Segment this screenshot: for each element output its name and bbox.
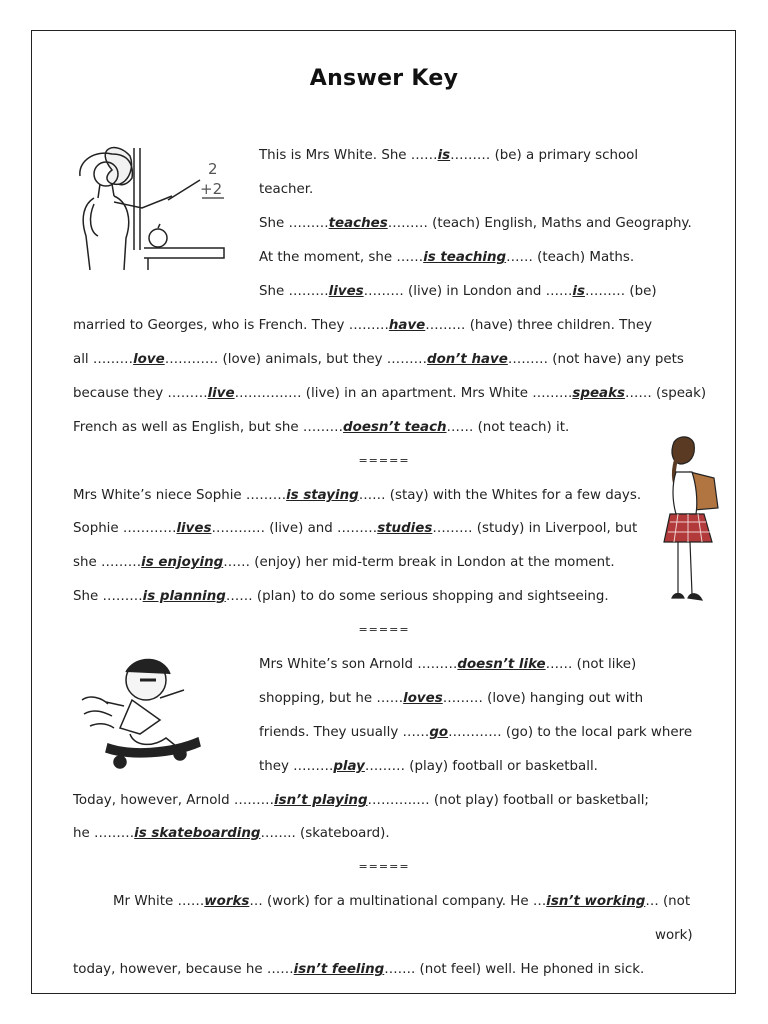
sentence-text: because they ………: [73, 386, 208, 401]
answer-word: have: [388, 318, 426, 333]
sentence-text: ……… (live) in London and ……: [363, 284, 573, 299]
sentence-text: Mrs White’s son Arnold ………: [259, 657, 458, 672]
sentence-text: they ………: [259, 759, 334, 774]
sentence-text: shopping, but he ……: [259, 691, 404, 706]
sentence-text: ………… (live) and ………: [211, 521, 378, 536]
sentence-text: … (not: [645, 894, 691, 909]
sentence-text: he ………: [73, 826, 135, 841]
answer-word: love: [133, 352, 165, 367]
answer-word: live: [207, 386, 235, 401]
text-line: [73, 792, 649, 810]
text-line: [113, 893, 690, 911]
sentence-text: ……… (play) football or basketball.: [364, 759, 598, 774]
answer-word: is staying: [286, 488, 359, 503]
text-line: [259, 147, 638, 165]
answer-word: isn’t playing: [274, 793, 368, 808]
text-line: [259, 758, 598, 776]
text-line: [73, 825, 390, 843]
skateboarder-illustration: [80, 650, 210, 776]
sentence-text: …… (teach) Maths.: [506, 250, 635, 265]
text-line: [73, 351, 684, 369]
sentence-text: ………… (love) animals, but they ………: [164, 352, 427, 367]
sentence-text: ……… (be) a primary school: [450, 148, 639, 163]
answer-word: is enjoying: [141, 555, 224, 570]
sentence-text: … (work) for a multinational company. He …: [249, 894, 547, 909]
text-line: [259, 215, 692, 233]
svg-text:+2: +2: [200, 180, 223, 198]
sentence-text: …… (enjoy) her mid-term break in London at the moment.: [223, 555, 615, 570]
sentence-text: ……… (love) hanging out with: [442, 691, 644, 706]
answer-word: play: [333, 759, 365, 774]
sentence-text: ……… (have) three children. They: [425, 318, 653, 333]
sentence-text: …… (stay) with the Whites for a few days.: [358, 488, 642, 503]
answer-word: don’t have: [426, 352, 508, 367]
sentence-text: …… (not like): [545, 657, 637, 672]
sentence-text: ……. (not feel) well. He phoned in sick.: [384, 962, 645, 977]
sentence-text: …… (speak): [624, 386, 707, 401]
answer-word: studies: [377, 521, 433, 536]
separator-2: =====: [358, 623, 410, 636]
text-line: [73, 554, 615, 572]
sentence-text: …… (not teach) it.: [446, 420, 570, 435]
answer-word: lives: [328, 284, 364, 299]
sentence-text: married to Georges, who is French. They ………: [73, 318, 389, 333]
answer-word: loves: [403, 691, 443, 706]
sentence-text: Mrs White’s niece Sophie ………: [73, 488, 287, 503]
teacher-illustration: [72, 140, 232, 272]
answer-word: go: [429, 725, 449, 740]
sentence-text: friends. They usually ……: [259, 725, 430, 740]
sentence-text: ……… (be): [584, 284, 657, 299]
text-line: [655, 927, 693, 945]
sentence-text: Sophie …………: [73, 521, 177, 536]
page-title: Answer Key: [309, 66, 459, 91]
answer-word: is skateboarding: [134, 826, 261, 841]
sentence-text: At the moment, she ……: [259, 250, 424, 265]
text-line: [259, 656, 636, 674]
text-line: [73, 385, 706, 403]
sentence-text: ………..… (not play) football or basketball;: [367, 793, 649, 808]
text-line: [73, 520, 637, 538]
sentence-text: ……… (not have) any pets: [507, 352, 684, 367]
answer-word: doesn’t teach: [343, 420, 447, 435]
text-line: [259, 724, 692, 742]
text-line: [73, 961, 644, 979]
sentence-text: work): [655, 928, 693, 943]
answer-word: isn’t working: [546, 894, 646, 909]
answer-word: isn’t feeling: [293, 962, 385, 977]
sentence-text: ……… (teach) English, Maths and Geography.: [387, 216, 692, 231]
sentence-text: she ………: [73, 555, 142, 570]
text-line: [73, 317, 652, 335]
answer-word: doesn’t like: [457, 657, 546, 672]
sentence-text: teacher.: [259, 182, 314, 197]
sentence-text: all ………: [73, 352, 134, 367]
text-line: [259, 249, 634, 267]
sentence-text: She ………: [73, 589, 143, 604]
sentence-text: …………… (live) in an apartment. Mrs White ………: [234, 386, 573, 401]
sentence-text: She ………: [259, 284, 329, 299]
svg-text:2: 2: [208, 160, 218, 178]
sentence-text: Today, however, Arnold ………: [73, 793, 275, 808]
sentence-text: …… (plan) to do some serious shopping and sightseeing.: [225, 589, 609, 604]
separator-3: =====: [358, 860, 410, 873]
answer-word: is planning: [142, 589, 226, 604]
text-line: [73, 588, 609, 606]
text-line: [259, 690, 643, 708]
text-line: [73, 487, 641, 505]
sentence-text: This is Mrs White. She ……: [259, 148, 438, 163]
separator-1: =====: [358, 454, 410, 467]
sentence-text: today, however, because he ……: [73, 962, 294, 977]
answer-word: works: [204, 894, 250, 909]
answer-word: is teaching: [423, 250, 507, 265]
answer-word: is: [437, 148, 451, 163]
answer-word: is: [572, 284, 585, 299]
sentence-text: French as well as English, but she ………: [73, 420, 344, 435]
sentence-text: ………… (go) to the local park where: [448, 725, 693, 740]
answer-word: teaches: [328, 216, 388, 231]
sentence-text: She ………: [259, 216, 329, 231]
answer-word: lives: [176, 521, 212, 536]
text-line: [259, 181, 313, 199]
sentence-text: ……… (study) in Liverpool, but: [432, 521, 638, 536]
sentence-text: Mr White ……: [113, 894, 205, 909]
sentence-text: …….. (skateboard).: [260, 826, 390, 841]
text-line: [73, 419, 569, 437]
answer-word: speaks: [572, 386, 625, 401]
text-line: [259, 283, 657, 301]
